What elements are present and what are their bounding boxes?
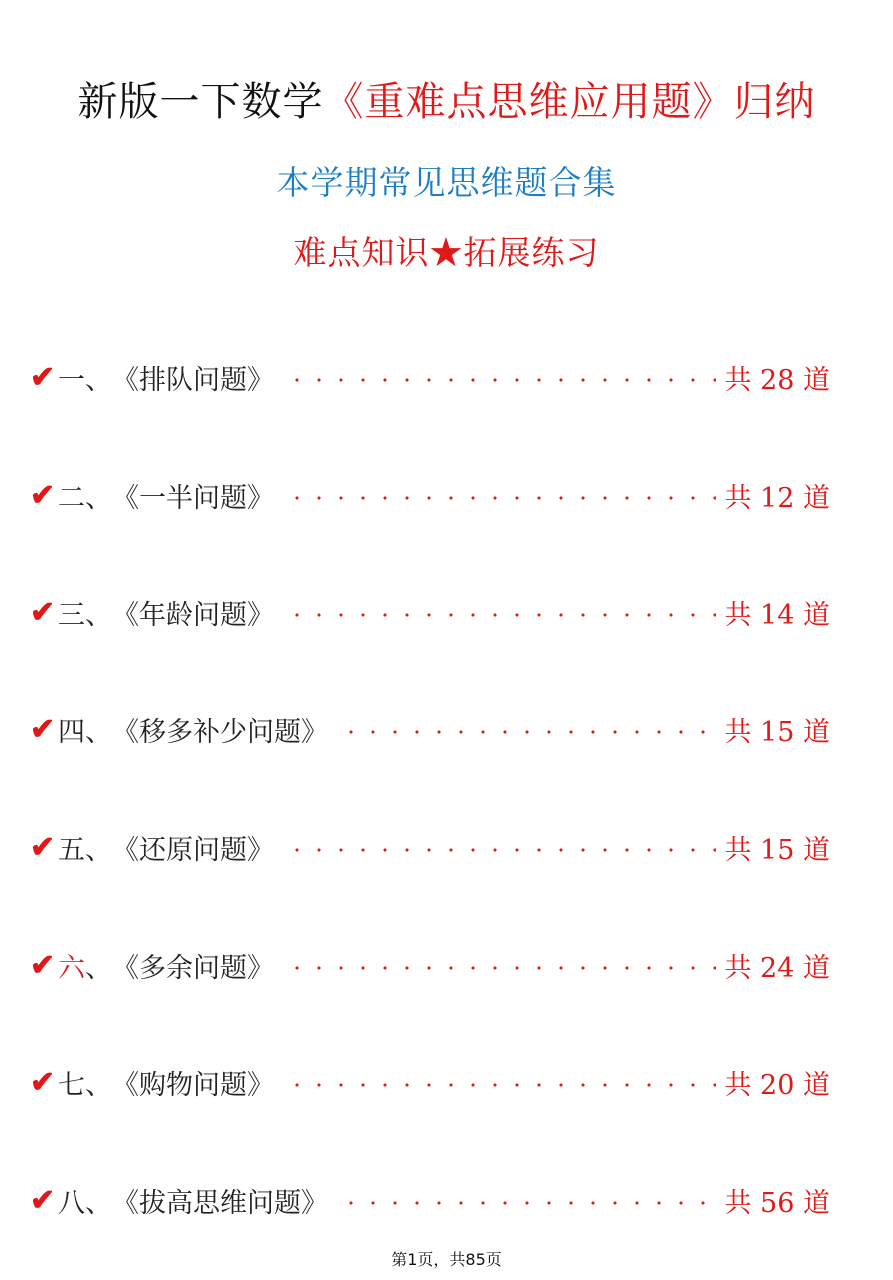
toc-item-title: 《移多补少问题》	[112, 716, 328, 748]
toc-item-title: 《多余问题》	[112, 952, 274, 984]
toc-item-number: 三	[58, 599, 85, 631]
toc-item-count: 共 56 道	[724, 1187, 830, 1219]
check-icon: ✔	[30, 1182, 56, 1218]
toc-item	[30, 1054, 830, 1110]
toc-item	[30, 584, 830, 640]
toc-item-separator: 、	[85, 952, 112, 984]
dot-leader	[282, 966, 716, 970]
toc-item-count: 共 15 道	[724, 716, 830, 748]
toc-item-number: 七	[58, 1069, 85, 1101]
toc-item	[30, 349, 830, 405]
page-footer: 第1页，共85页	[391, 1250, 502, 1269]
page-title	[0, 72, 893, 132]
toc-item-count: 共 20 道	[724, 1069, 830, 1101]
toc-item	[30, 819, 830, 875]
toc-item-number: 八	[58, 1187, 85, 1219]
toc-item	[30, 701, 830, 757]
dot-leader	[282, 1083, 716, 1087]
toc-item-title: 《购物问题》	[112, 1069, 274, 1101]
toc-item	[30, 1172, 830, 1228]
subtitle: 本学期常见思维题合集	[276, 163, 617, 202]
toc-item-number: 六	[58, 952, 85, 984]
toc-item-number: 二	[58, 482, 85, 514]
toc-item-count: 共 14 道	[724, 599, 830, 631]
toc-item	[30, 937, 830, 993]
title-prefix: 新版一下数学	[77, 79, 324, 125]
toc-item-title: 《拔高思维问题》	[112, 1187, 328, 1219]
toc-item-number: 一	[58, 364, 85, 396]
toc-item-count: 共 28 道	[724, 364, 830, 396]
toc-item-number: 四	[58, 716, 85, 748]
check-icon: ✔	[30, 359, 56, 395]
toc-item-title: 《一半问题》	[112, 482, 274, 514]
toc-item-separator: 、	[85, 599, 112, 631]
dot-leader	[282, 378, 716, 382]
title-suffix: 归纳	[733, 79, 816, 125]
check-icon: ✔	[30, 477, 56, 513]
title-highlight: 《重难点思维应用题》	[323, 79, 734, 125]
toc-item-title: 《排队问题》	[112, 364, 274, 396]
dot-leader	[282, 848, 716, 852]
toc-item	[30, 467, 830, 523]
dot-leader	[282, 496, 716, 500]
dot-leader	[282, 613, 716, 617]
check-icon: ✔	[30, 594, 56, 630]
toc-item-separator: 、	[85, 482, 112, 514]
toc-item-count: 共 24 道	[724, 952, 830, 984]
toc-item-separator: 、	[85, 364, 112, 396]
check-icon: ✔	[30, 947, 56, 983]
toc-item-count: 共 12 道	[724, 482, 830, 514]
toc-item-number: 五	[58, 834, 85, 866]
tagline: 难点知识★拓展练习	[293, 233, 600, 272]
toc-item-title: 《年龄问题》	[112, 599, 274, 631]
toc-item-count: 共 15 道	[724, 834, 830, 866]
check-icon: ✔	[30, 1064, 56, 1100]
toc-item-separator: 、	[85, 834, 112, 866]
toc-item-separator: 、	[85, 716, 112, 748]
dot-leader	[336, 1201, 716, 1205]
dot-leader	[336, 730, 716, 734]
check-icon: ✔	[30, 829, 56, 865]
toc-item-title: 《还原问题》	[112, 834, 274, 866]
toc-item-separator: 、	[85, 1069, 112, 1101]
check-icon: ✔	[30, 711, 56, 747]
toc-item-separator: 、	[85, 1187, 112, 1219]
